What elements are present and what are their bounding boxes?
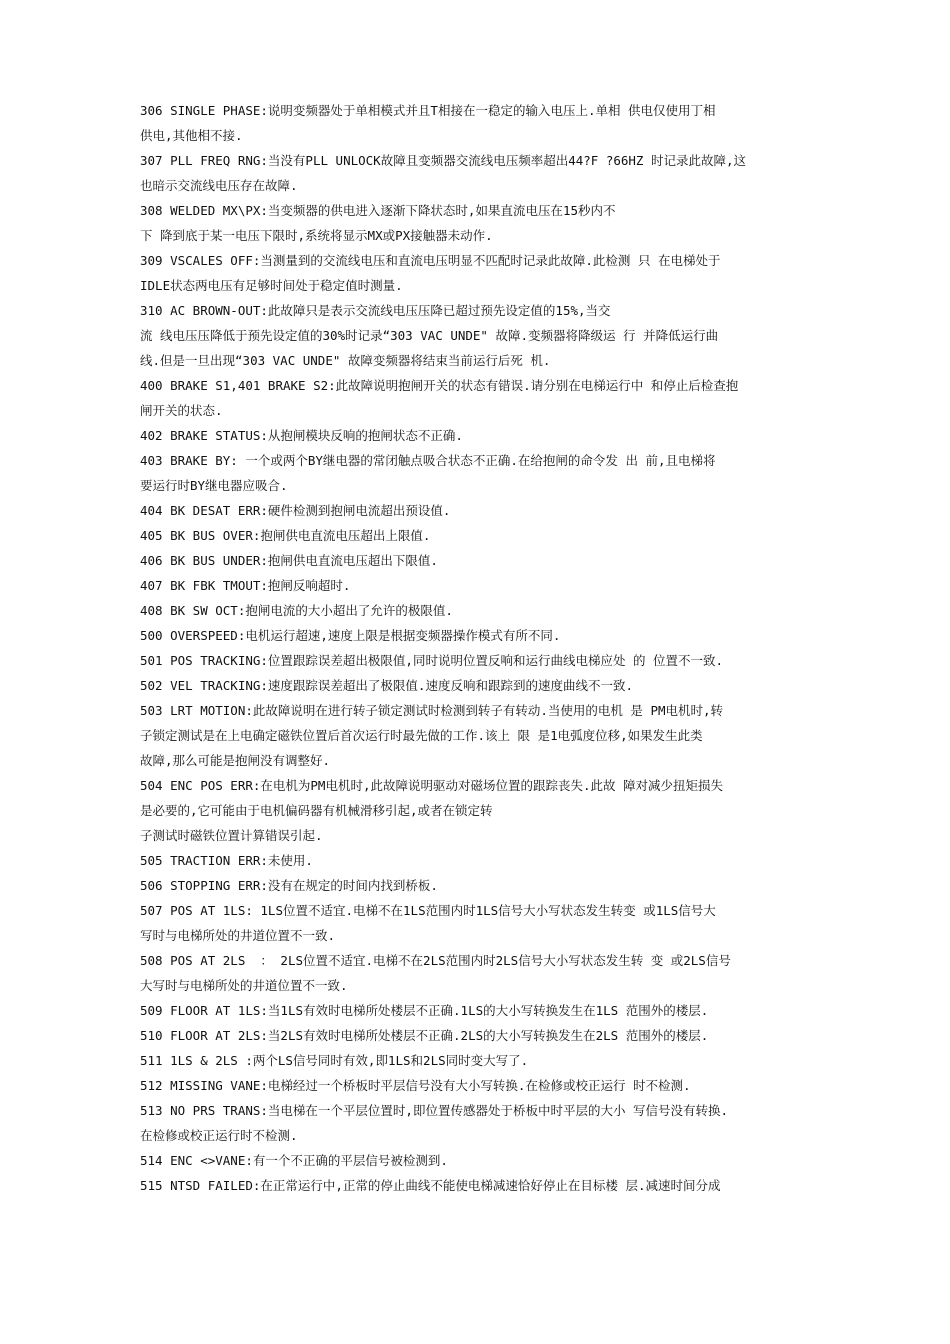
text-line: 406 BK BUS UNDER:抱闸供电直流电压超出下限值. — [140, 553, 438, 568]
text-line: 512 MISSING VANE:电梯经过一个桥板时平层信号没有大小写转换.在检修或校正运行 时不检测. — [140, 1078, 691, 1093]
text-line: 写时与电梯所处的井道位置不一致. — [140, 928, 336, 943]
text-line: 405 BK BUS OVER:抱闸供电直流电压超出上限值. — [140, 528, 431, 543]
text-line: 400 BRAKE S1,401 BRAKE S2:此故障说明抱闸开关的状态有错误.请分别在电梯运行中 和停止后检查抱 — [140, 378, 739, 393]
text-line: 505 TRACTION ERR:未使用. — [140, 853, 313, 868]
text-line: 514 ENC <>VANE:有一个不正确的平层信号被检测到. — [140, 1153, 448, 1168]
text-line: 402 BRAKE STATUS:从抱闸模块反响的抱闸状态不正确. — [140, 428, 463, 443]
text-line: 407 BK FBK TMOUT:抱闸反响超时. — [140, 578, 351, 593]
text-line: 流 线电压压降低于预先设定值的30%时记录“303 VAC UNDE" 故障.变频器将降级运 行 并降低运行曲 — [140, 328, 719, 343]
text-line: 线.但是一旦出现“303 VAC UNDE" 故障变频器将结束当前运行后死 机. — [140, 353, 551, 368]
text-line: 故障,那么可能是抱闸没有调整好. — [140, 753, 331, 768]
text-line: 大写时与电梯所处的井道位置不一致. — [140, 978, 348, 993]
text-line: 408 BK SW OCT:抱闸电流的大小超出了允许的极限值. — [140, 603, 453, 618]
text-line: 509 FLOOR AT 1LS:当1LS有效时电梯所处楼层不正确.1LS的大小写转换发生在1LS 范围外的楼层. — [140, 1003, 709, 1018]
text-line: 504 ENC POS ERR:在电机为PM电机时,此故障说明驱动对磁场位置的跟踪丧失.此故 障对减少扭矩损失 — [140, 778, 724, 793]
text-line: 513 NO PRS TRANS:当电梯在一个平层位置时,即位置传感器处于桥板中时平层的大小 写信号没有转换. — [140, 1103, 729, 1118]
text-line: 也暗示交流线电压存在故障. — [140, 178, 298, 193]
text-line: 子测试时磁铁位置计算错误引起. — [140, 828, 323, 843]
text-line: 要运行时BY继电器应吸合. — [140, 478, 288, 493]
text-line: 310 AC BROWN-OUT:此故障只是表示交流线电压压降已超过预先设定值的15%,当交 — [140, 303, 611, 318]
text-line: 515 NTSD FAILED:在正常运行中,正常的停止曲线不能使电梯减速恰好停止在目标楼 层.减速时间分成 — [140, 1178, 721, 1193]
text-line: 下 降到底于某一电压下限时,系统将显示MX或PX接触器未动作. — [140, 228, 493, 243]
text-line: 306 SINGLE PHASE:说明变频器处于单相模式并且T相接在一稳定的输入电压上.单相 供电仅使用丁相 — [140, 103, 716, 118]
text-line: 503 LRT MOTION:此故障说明在进行转子锁定测试时检测到转子有转动.当使用的电机 是 PM电机时,转 — [140, 703, 724, 718]
text-line: 507 POS AT 1LS: 1LS位置不适宜.电梯不在1LS范围内时1LS信号大小写状态发生转变 或1LS信号大 — [140, 903, 716, 918]
text-line: 309 VSCALES OFF:当测量到的交流线电压和直流电压明显不匹配时记录此故障.此检测 只 在电梯处于 — [140, 253, 721, 268]
text-line: 307 PLL FREQ RNG:当没有PLL UNLOCK故障且变频器交流线电压频率超出44?F ?66HZ 时记录此故障,这 — [140, 153, 747, 168]
text-line: 508 POS AT 2LS ： 2LS位置不适宜.电梯不在2LS范围内时2LS信号大小写状态发生转 变 或2LS信号 — [140, 953, 731, 968]
text-line: 在检修或校正运行时不检测. — [140, 1128, 298, 1143]
text-line: 供电,其他相不接. — [140, 128, 243, 143]
document-body — [140, 98, 815, 1198]
text-line: 506 STOPPING ERR:没有在规定的时间内找到桥板. — [140, 878, 438, 893]
text-line: 502 VEL TRACKING:速度跟踪误差超出了极限值.速度反响和跟踪到的速度曲线不一致. — [140, 678, 633, 693]
text-line: 是必要的,它可能由于电机偏码器有机械滑移引起,或者在锁定转 — [140, 803, 493, 818]
text-line: 308 WELDED MX\PX:当变频器的供电进入逐渐下降状态时,如果直流电压在15秒内不 — [140, 203, 616, 218]
text-line: 500 OVERSPEED:电机运行超速,速度上限是根据变频器操作模式有所不同. — [140, 628, 561, 643]
text-line: 510 FLOOR AT 2LS:当2LS有效时电梯所处楼层不正确.2LS的大小写转换发生在2LS 范围外的楼层. — [140, 1028, 709, 1043]
text-line: 501 POS TRACKING:位置跟踪误差超出极限值,同时说明位置反响和运行曲线电梯应处 的 位置不一致. — [140, 653, 724, 668]
text-line: 404 BK DESAT ERR:硬件检测到抱闸电流超出预设值. — [140, 503, 451, 518]
text-line: 511 1LS & 2LS :两个LS信号同时有效,即1LS和2LS同时变大写了. — [140, 1053, 529, 1068]
text-line: 子锁定测试是在上电确定磁铁位置后首次运行时最先做的工作.该上 限 是1电弧度位移,如果发生此类 — [140, 728, 703, 743]
text-line: 闸开关的状态. — [140, 403, 223, 418]
text-line: 403 BRAKE BY: 一个或两个BY继电器的常闭触点吸合状态不正确.在给抱闸的命令发 出 前,且电梯将 — [140, 453, 716, 468]
text-line: IDLE状态两电压有足够时间处于稳定值时测量. — [140, 278, 403, 293]
